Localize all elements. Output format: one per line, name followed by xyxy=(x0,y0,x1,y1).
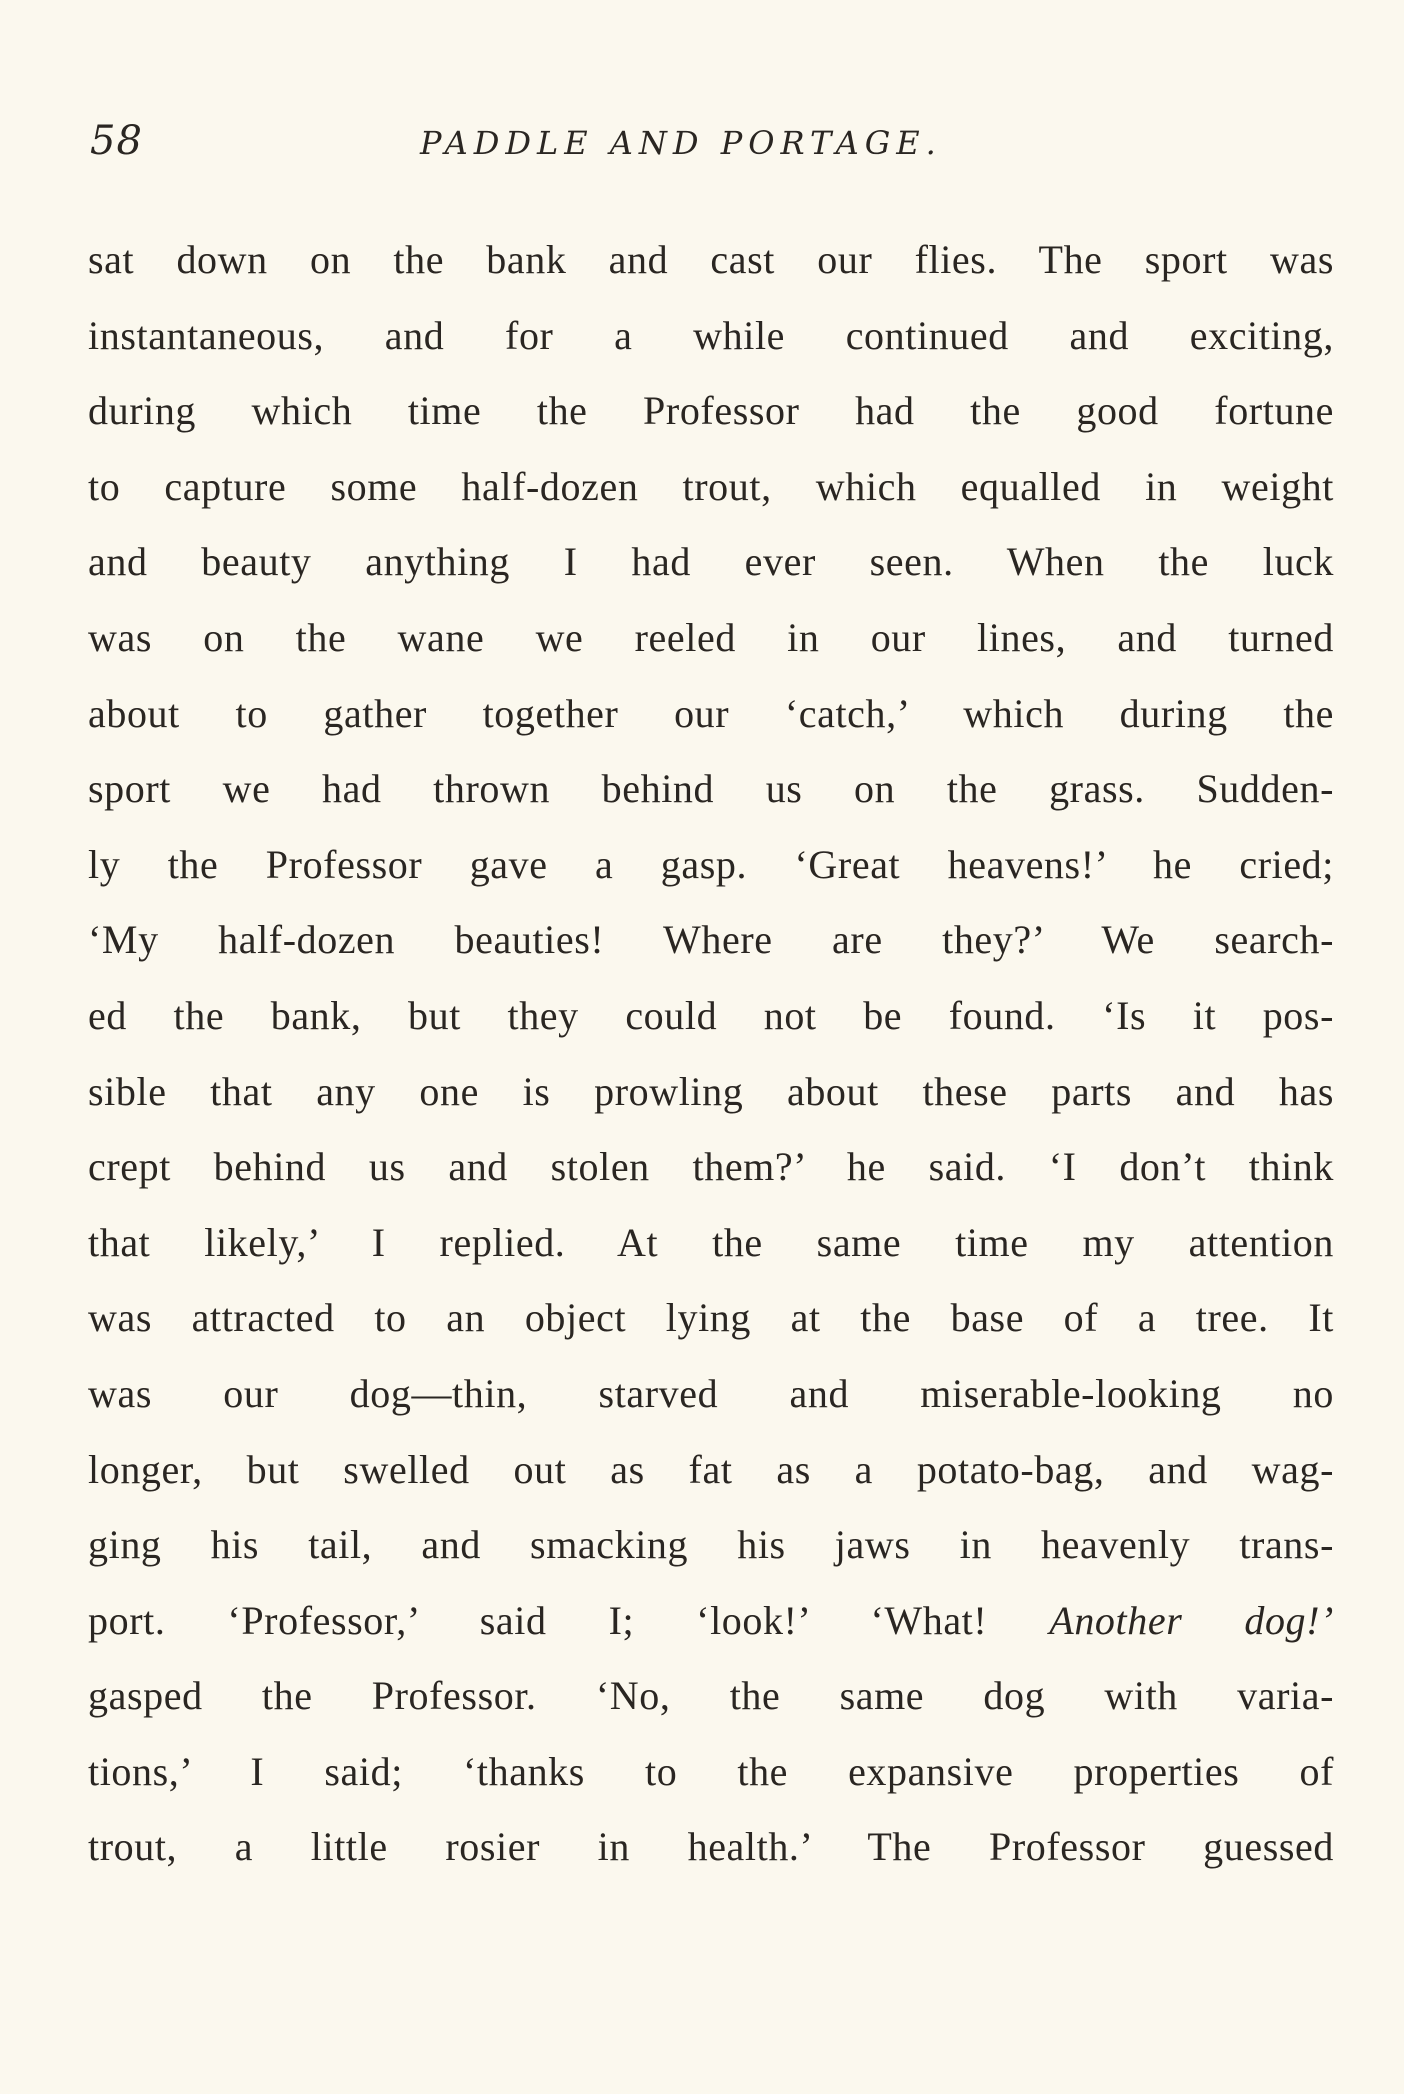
text-line: to capture some half-dozen trout, which equalled in weight xyxy=(88,463,1334,509)
page-number: 58 xyxy=(90,118,143,164)
text-line: crept behind us and stolen them?’ he said. ‘I don’t think xyxy=(88,1144,1334,1190)
text-italic: Another dog!’ xyxy=(1049,1597,1334,1643)
text-line: ‘My half-dozen beauties! Where are they?’ We search- xyxy=(88,917,1334,963)
text-line: longer, but swelled out as fat as a potato-bag, and wag- xyxy=(88,1446,1334,1492)
text-line: tions,’ I said; ‘thanks to the expansive properties of xyxy=(88,1748,1334,1794)
text-line: sible that any one is prowling about these parts and has xyxy=(88,1068,1334,1114)
text-line: instantaneous, and for a while continued and exciting, xyxy=(88,312,1334,358)
text-line: was our dog—thin, starved and miserable-looking no xyxy=(88,1370,1334,1416)
text-line: about to gather together our ‘catch,’ which during the xyxy=(88,690,1334,736)
text-line-with-italic xyxy=(88,1583,1334,1659)
text-line: gasped the Professor. ‘No, the same dog with varia- xyxy=(88,1673,1334,1719)
text-line: that likely,’ I replied. At the same time my attention xyxy=(88,1219,1334,1265)
text-line: ging his tail, and smacking his jaws in heavenly trans- xyxy=(88,1522,1334,1568)
text-line: was attracted to an object lying at the base of a tree. It xyxy=(88,1295,1334,1341)
text-line: sport we had thrown behind us on the grass. Sudden- xyxy=(88,766,1334,812)
running-title: PADDLE AND PORTAGE. xyxy=(420,124,942,162)
body-text xyxy=(88,222,1334,1885)
text-line: during which time the Professor had the good fortune xyxy=(88,388,1334,434)
text-line: ly the Professor gave a gasp. ‘Great heavens!’ he cried; xyxy=(88,841,1334,887)
text-roman: port. ‘Professor,’ said I; ‘look!’ ‘What! xyxy=(88,1597,1050,1643)
page-header xyxy=(90,118,1330,178)
text-line: and beauty anything I had ever seen. When the luck xyxy=(88,539,1334,585)
text-line: ed the bank, but they could not be found. ‘Is it pos- xyxy=(88,992,1334,1038)
text-line: sat down on the bank and cast our flies. The sport was xyxy=(88,237,1334,282)
text-line: trout, a little rosier in health.’ The Professor guessed xyxy=(88,1824,1334,1870)
text-line: was on the wane we reeled in our lines, and turned xyxy=(88,614,1334,660)
